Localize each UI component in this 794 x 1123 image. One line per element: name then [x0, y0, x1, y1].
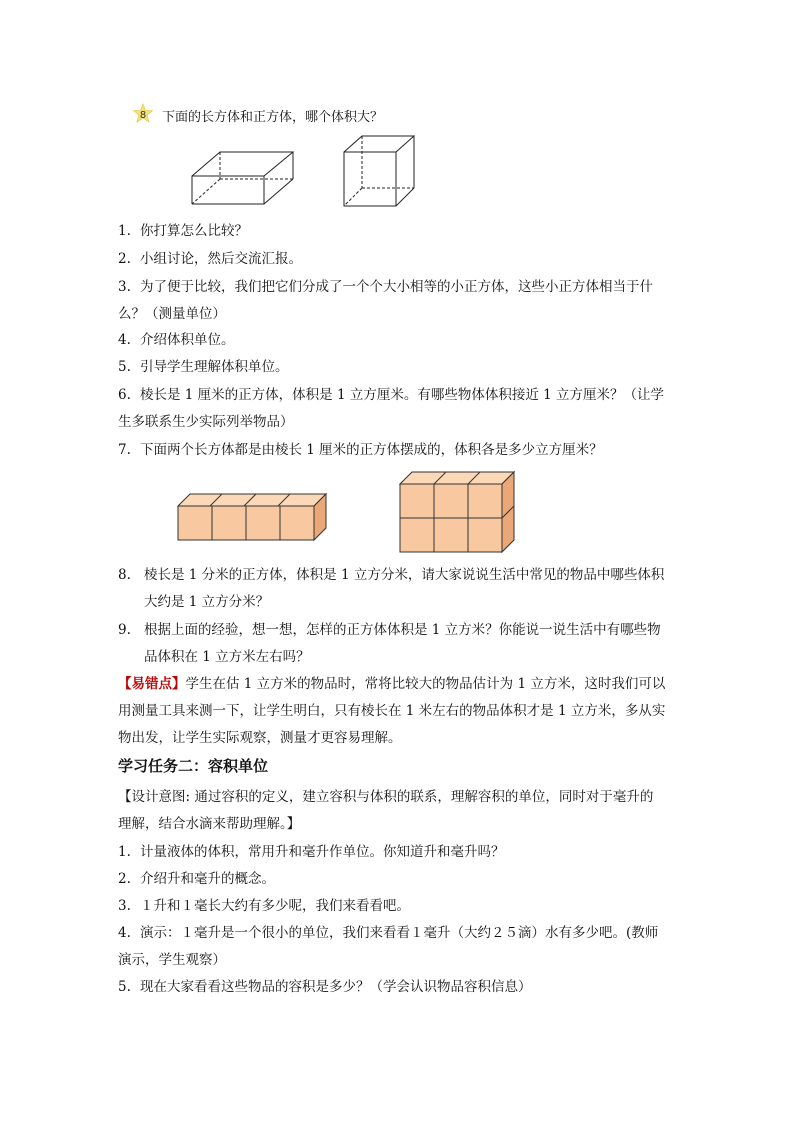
mistake-note-line-2: 用测量工具来测一下，让学生明白，只有棱长在 1 米左右的物品体积才是 1 立方米，多从实 — [118, 703, 666, 719]
task2-step-4: 4. 演示：１毫升是一个很小的单位，我们来看看１毫升（大约２５滴）水有多少吧。(教师 — [118, 925, 659, 941]
mistake-tag: 【易错点】 — [118, 676, 186, 692]
step-7: 7. 下面两个长方体都是由棱长 1 厘米的正方体摆成的，体积各是多少立方厘米？ — [118, 442, 603, 458]
cube-row-figure — [176, 490, 328, 542]
problem-8-question: 下面的长方体和正方体，哪个体积大？ — [162, 110, 384, 125]
step-6-cont: 生多联系生少实际列举物品） — [118, 414, 294, 430]
step-3: 3. 为了便于比较，我们把它们分成了一个个大小相等的小正方体，这些小正方体相当于什 — [118, 279, 653, 295]
task2-step-3: 3. １升和１毫长大约有多少呢，我们来看看吧。 — [118, 898, 410, 914]
cube-wireframe-figure — [342, 134, 416, 208]
task-2-heading: 学习任务二：容积单位 — [118, 757, 269, 775]
mistake-note-line-3: 物出发，让学生实际观察，测量才更容易理解。 — [118, 730, 402, 746]
step-8: 8. 棱长是 1 分米的正方体，体积是 1 立方分米，请大家说说生活中常见的物品中哪些体积 — [118, 567, 665, 583]
star-badge-icon — [132, 103, 154, 125]
cuboid-wireframe-figure — [190, 150, 295, 206]
step-2: 2. 小组讨论，然后交流汇报。 — [118, 251, 302, 267]
step-9: 9. 根据上面的经验，想一想，怎样的正方体体积是 1 立方米？你能说一说生活中有哪些物 — [118, 622, 661, 638]
mistake-note-line-1: 【易错点】学生在估 1 立方米的物品时，常将比较大的物品估计为 1 立方米，这时我们可以 — [118, 676, 666, 692]
step-3-cont: 么？（测量单位） — [118, 306, 226, 322]
design-intent-line-2: 理解，结合水滴来帮助理解。】 — [118, 816, 301, 832]
task2-step-2: 2. 介绍升和毫升的概念。 — [118, 871, 275, 887]
step-1: 1. 你打算怎么比较？ — [118, 223, 248, 239]
step-8-cont: 大约是 1 立方分米？ — [144, 594, 270, 610]
badge-number: 8 — [139, 110, 147, 121]
step-4: 4. 介绍体积单位。 — [118, 332, 235, 348]
design-intent-line-1: 【设计意图: 通过容积的定义，建立容积与体积的联系，理解容积的单位，同时对于毫升的 — [118, 789, 654, 805]
task2-step-4-cont: 演示，学生观察） — [118, 952, 226, 968]
task2-step-5: 5. 现在大家看看这些物品的容积是多少？（学会认识物品容积信息） — [118, 979, 532, 995]
cube-block-figure — [398, 470, 516, 554]
step-6: 6. 棱长是 1 厘米的正方体，体积是 1 立方厘米。有哪些物体体积接近 1 立方厘米？（让学 — [118, 387, 665, 403]
task2-step-1: 1. 计量液体的体积，常用升和毫升作单位。你知道升和毫升吗？ — [118, 844, 505, 860]
step-9-cont: 品体积在 1 立方米左右吗？ — [144, 649, 310, 665]
step-5: 5. 引导学生理解体积单位。 — [118, 359, 289, 375]
